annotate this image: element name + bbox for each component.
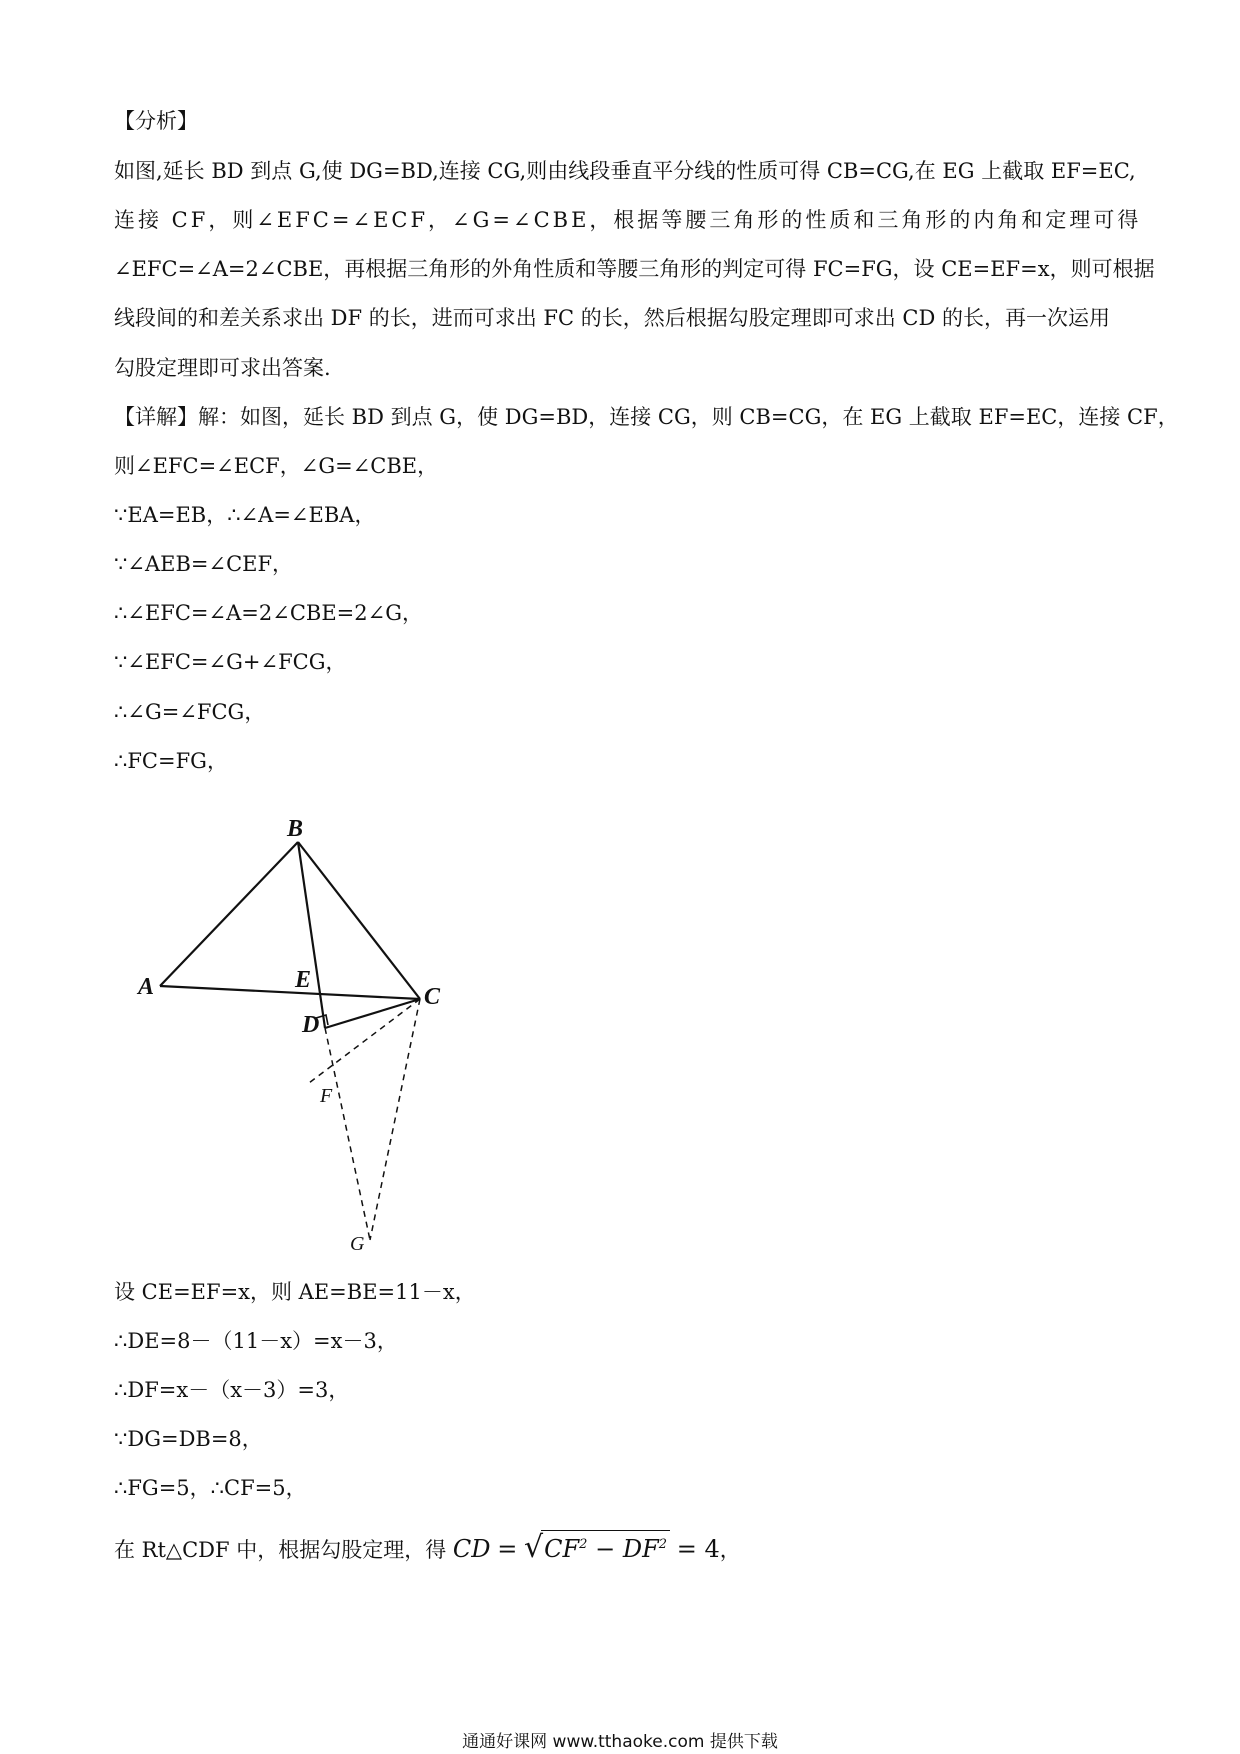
- label-e: E: [295, 967, 312, 993]
- sqrt-sign: √: [524, 1530, 544, 1565]
- proof-step: ∵EA=EB，∴∠A=∠EBA，: [114, 503, 376, 527]
- formula-result: = 4: [676, 1535, 720, 1563]
- exponent: 2: [658, 1537, 668, 1552]
- proof-step: ∴FC=FG，: [114, 749, 228, 773]
- formula-cf: CF: [544, 1535, 580, 1563]
- solution-step: 设 CE=EF=x，则 AE=BE=11－x，: [114, 1280, 476, 1304]
- solution-step: ∵DG=DB=8，: [114, 1427, 263, 1451]
- sqrt-radicand: [541, 1530, 670, 1563]
- proof-step: ∵∠AEB=∠CEF，: [114, 552, 294, 576]
- final-suffix: ，: [719, 1538, 741, 1562]
- label-f: F: [320, 1085, 333, 1107]
- formula-cd: CD: [452, 1535, 491, 1563]
- label-b: B: [287, 816, 304, 842]
- detail-first-line: [114, 403, 1179, 431]
- detail-first-text: 解：如图，延长 BD 到点 G，使 DG=BD，连接 CG，则 CB=CG，在 EG 上截取 EF=EC，连接 CF，: [198, 405, 1179, 429]
- solution-step: ∴FG=5，∴CF=5，: [114, 1476, 307, 1500]
- segment-ac: [160, 986, 420, 999]
- analysis-line: 勾股定理即可求出答案.: [114, 356, 331, 380]
- exponent: 2: [579, 1537, 588, 1552]
- analysis-line: 连接 CF，则∠EFC=∠ECF，∠G=∠CBE，根据等腰三角形的性质和三角形的内角和定理可得: [114, 208, 1142, 232]
- detail-second-line: 则∠EFC=∠ECF，∠G=∠CBE，: [114, 454, 439, 478]
- formula-minus: −: [595, 1535, 616, 1563]
- analysis-line: ∠EFC=∠A=2∠CBE，再根据三角形的外角性质和等腰三角形的判定可得 FC=FG，设 CE=EF=x，则可根据: [114, 257, 1155, 281]
- analysis-line: 如图,延长 BD 到点 G,使 DG=BD,连接 CG,则由线段垂直平分线的性质可得 CB=CG,在 EG 上截取 EF=EC,: [114, 159, 1136, 183]
- formula-df: DF: [622, 1535, 659, 1563]
- segment-dg: [325, 1028, 370, 1240]
- proof-step: ∴∠EFC=∠A=2∠CBE=2∠G，: [114, 601, 423, 625]
- segment-cf: [309, 999, 420, 1083]
- label-a: A: [138, 974, 155, 1000]
- proof-step: ∴∠G=∠FCG，: [114, 700, 266, 724]
- solution-step: ∴DE=8－（11－x）=x－3，: [114, 1329, 398, 1353]
- final-prefix: 在 Rt△CDF 中，根据勾股定理，得: [114, 1538, 447, 1562]
- solution-step: ∴DF=x－（x－3）=3，: [114, 1378, 350, 1402]
- final-equation-line: [114, 1530, 1130, 1564]
- formula-equals: =: [497, 1535, 518, 1563]
- segment-cg: [370, 999, 420, 1240]
- segment-dc: [325, 999, 420, 1028]
- label-d: D: [302, 1012, 320, 1038]
- geometry-figure: [130, 800, 470, 1250]
- detail-label: 【详解】: [114, 405, 198, 429]
- analysis-heading: 【分析】: [114, 109, 198, 133]
- segment-ab: [160, 842, 298, 986]
- label-g: G: [350, 1233, 365, 1250]
- page-footer: 通通好课网 www.tthaoke.com 提供下载: [462, 1732, 778, 1752]
- proof-step: ∵∠EFC=∠G+∠FCG，: [114, 650, 347, 674]
- analysis-line: 线段间的和差关系求出 DF 的长，进而可求出 FC 的长，然后根据勾股定理即可求出 CD 的长，再一次运用: [114, 306, 1110, 330]
- label-c: C: [424, 984, 441, 1010]
